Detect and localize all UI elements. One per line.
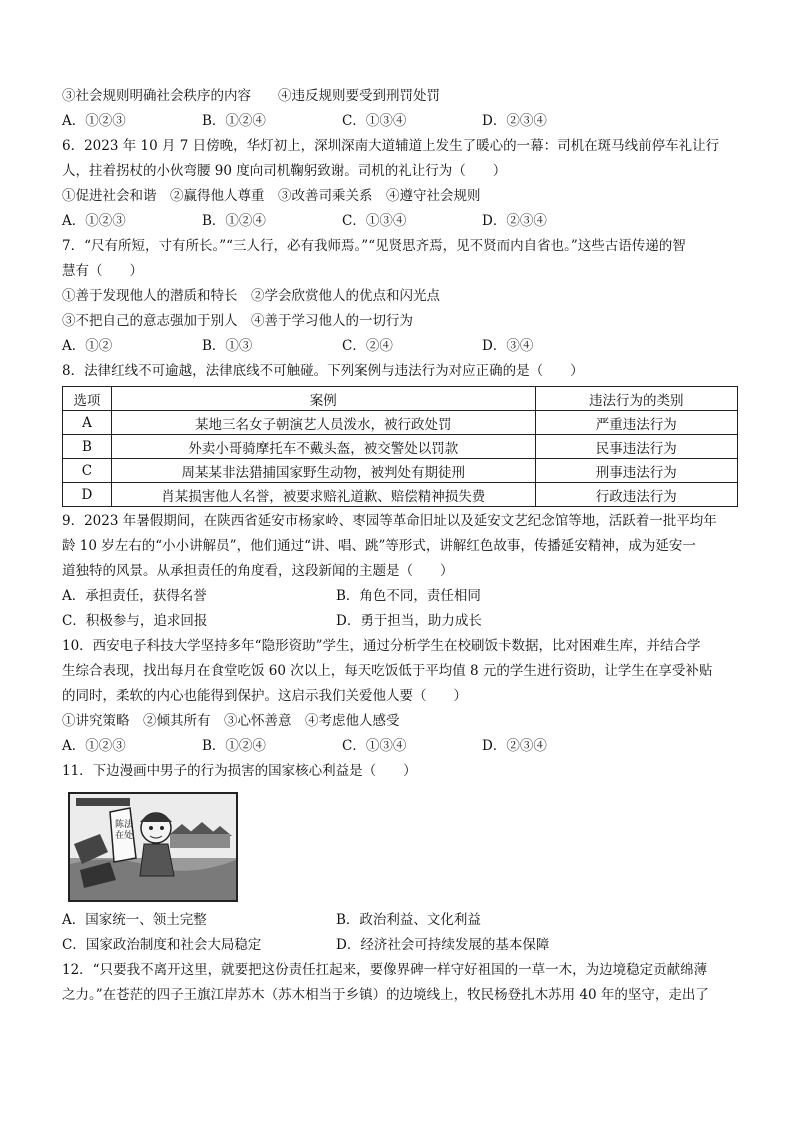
question-8-table xyxy=(62,386,738,507)
question-7-choices-1: ①善于发现他人的潜质和特长 ②学会欣赏他人的优点和闪光点 xyxy=(62,288,440,304)
question-10-line-2: 生综合表现，找出每月在食堂吃饭 60 次以上，每天吃饭低于平均值 8 元的学生进行资助，让学生在享受补贴 xyxy=(62,663,713,679)
option-d: D．勇于担当，助力成长 xyxy=(336,613,482,629)
question-9-options-row-2 xyxy=(62,609,738,634)
table-row xyxy=(63,435,738,459)
pre-choice-line: ③社会规则明确社会秩序的内容 ④违反规则要受到刑罚处罚 xyxy=(62,88,440,104)
option-a: A．①②③ xyxy=(62,738,126,754)
option-b: B．①②④ xyxy=(202,113,266,129)
question-7-line-2: 慧有（ ） xyxy=(62,263,143,279)
question-11-options-row-2 xyxy=(62,933,738,958)
option-a: A．①②③ xyxy=(62,213,126,229)
table-cell: A xyxy=(63,411,112,435)
option-b: B．角色不同，责任相同 xyxy=(336,588,481,604)
question-6-line-2: 人，拄着拐杖的小伙弯腰 90 度向司机鞠躬致谢。司机的礼让行为（ ） xyxy=(62,163,507,179)
question-12-line-2: 之力。”在苍茫的四子王旗江岸苏木（苏木相当于乡镇）的边境线上，牧民杨登扎木苏用 40 年的坚守，走出了 xyxy=(62,987,709,1003)
cartoon-sign-text: 陈法 在处 xyxy=(115,820,134,841)
table-cell: D xyxy=(63,483,112,507)
table-cell: 某地三名女子朝演艺人员泼水，被行政处罚 xyxy=(111,411,535,435)
question-11-options-row-1 xyxy=(62,908,738,933)
cartoon-drawing xyxy=(70,794,236,900)
table-cell: 严重违法行为 xyxy=(535,411,737,435)
option-b: B．①②④ xyxy=(202,738,266,754)
pre-options xyxy=(62,109,738,134)
question-6-choices: ①促进社会和谐 ②赢得他人尊重 ③改善司乘关系 ④遵守社会规则 xyxy=(62,188,481,204)
table-row xyxy=(63,411,738,435)
table-header-row xyxy=(63,387,738,411)
question-10-line-1: 10．西安电子科技大学坚持多年“隐形资助”学生，通过分析学生在校刷饭卡数据，比对困难生库，并结合学 xyxy=(62,638,701,654)
option-c: C．①③④ xyxy=(342,213,407,229)
question-7-options xyxy=(62,334,738,359)
option-c: C．②④ xyxy=(342,338,393,354)
question-9-line-1: 9．2023 年暑假期间，在陕西省延安市杨家岭、枣园等革命旧址以及延安文艺纪念馆等地，活跃着一批平均年 xyxy=(62,513,717,529)
question-10-options xyxy=(62,734,738,759)
table-cell: 民事违法行为 xyxy=(535,435,737,459)
question-9-options-row-1 xyxy=(62,584,738,609)
option-c: C．①③④ xyxy=(342,738,407,754)
option-a: A．①② xyxy=(62,338,113,354)
table-header: 案例 xyxy=(111,387,535,411)
table-row xyxy=(63,483,738,507)
option-d: D．②③④ xyxy=(482,113,547,129)
option-d: D．③④ xyxy=(482,338,534,354)
question-8-line-1: 8．法律红线不可逾越，法律底线不可触碰。下列案例与违法行为对应正确的是（ ） xyxy=(62,363,584,379)
table-header: 违法行为的类别 xyxy=(535,387,737,411)
table-cell: 刑事违法行为 xyxy=(535,459,737,483)
table-cell: C xyxy=(63,459,112,483)
table-cell: 行政违法行为 xyxy=(535,483,737,507)
question-7-choices-2: ③不把自己的意志强加于别人 ④善于学习他人的一切行为 xyxy=(62,313,413,329)
question-10-choices: ①讲究策略 ②倾其所有 ③心怀善意 ④考虑他人感受 xyxy=(62,713,400,729)
question-12-line-1: 12．“只要我不离开这里，就要把这份责任扛起来，要像界碑一样守好祖国的一草一木，为边境稳定贡献绵薄 xyxy=(62,962,708,978)
table-cell: B xyxy=(63,435,112,459)
table-cell: 外卖小哥骑摩托车不戴头盔，被交警处以罚款 xyxy=(111,435,535,459)
option-c: C．①③④ xyxy=(342,113,407,129)
option-b: B．政治利益、文化利益 xyxy=(336,912,481,928)
option-a: A．①②③ xyxy=(62,113,126,129)
question-7-line-1: 7．“尺有所短，寸有所长。”“三人行，必有我师焉。”“见贤思齐焉，见不贤而内自省也。”这些古语传递的智 xyxy=(62,238,686,254)
question-9-line-2: 龄 10 岁左右的“小小讲解员”，他们通过“讲、唱、跳”等形式，讲解红色故事，传播延安精神，成为延安一 xyxy=(62,538,696,554)
cartoon-image xyxy=(68,792,238,902)
question-10-line-3: 的同时，柔软的内心也能得到保护。这启示我们关爱他人要（ ） xyxy=(62,688,467,704)
option-d: D．②③④ xyxy=(482,213,547,229)
table-row xyxy=(63,459,738,483)
option-a: A．国家统一、领土完整 xyxy=(62,912,207,928)
question-6-line-1: 6．2023 年 10 月 7 日傍晚，华灯初上，深圳深南大道辅道上发生了暖心的一幕：司机在斑马线前停车礼让行 xyxy=(62,138,720,154)
option-c: C．国家政治制度和社会大局稳定 xyxy=(62,937,262,953)
question-6-options xyxy=(62,209,738,234)
table-cell: 肖某损害他人名誉，被要求赔礼道歉、赔偿精神损失费 xyxy=(111,483,535,507)
option-d: D．②③④ xyxy=(482,738,547,754)
option-c: C．积极参与，追求回报 xyxy=(62,613,208,629)
table-cell: 周某某非法猎捕国家野生动物，被判处有期徒刑 xyxy=(111,459,535,483)
option-d: D．经济社会可持续发展的基本保障 xyxy=(336,937,550,953)
question-9-line-3: 道独特的风景。从承担责任的角度看，这段新闻的主题是（ ） xyxy=(62,563,454,579)
option-b: B．①②④ xyxy=(202,213,266,229)
option-b: B．①③ xyxy=(202,338,253,354)
question-11-line-1: 11．下边漫画中男子的行为损害的国家核心利益是（ ） xyxy=(62,763,417,779)
table-header: 选项 xyxy=(63,387,112,411)
option-a: A．承担责任，获得名誉 xyxy=(62,588,207,604)
exam-page xyxy=(62,84,738,1008)
